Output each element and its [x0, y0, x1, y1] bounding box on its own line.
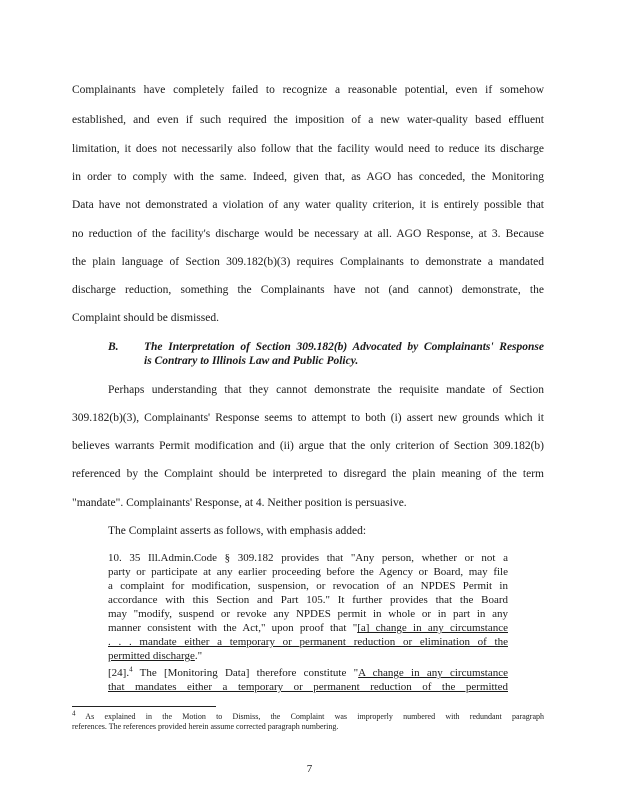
- paragraph-line: Complainants have completely failed to recognize a reasonable potential, even if somehow: [72, 84, 544, 96]
- paragraph-line: "mandate". Complainants' Response, at 4. Neither position is persuasive.: [72, 497, 407, 509]
- emphasized-text: [a] change in any circumstance: [357, 622, 508, 634]
- paragraph-line: no reduction of the facility's discharge would be necessary at all. AGO Response, at 3. Because: [72, 228, 544, 240]
- paragraph-line: the plain language of Section 309.182(b)(3) requires Complainants to demonstrate a mandated: [72, 256, 544, 268]
- footnote: [72, 709, 544, 732]
- quote-line: 10. 35 Ill.Admin.Code § 309.182 provides that "Any person, whether or not a: [108, 552, 508, 564]
- quote-text: .": [194, 650, 203, 662]
- block-quote-1: [108, 551, 508, 663]
- footnote-ref[interactable]: 4: [129, 665, 133, 674]
- paragraph-line: referenced by the Complaint should be interpreted to disregard the plain meaning of the term: [72, 468, 544, 480]
- quote-line: [108, 649, 508, 663]
- emphasized-text: . . . mandate either a temporary or permanent reduction or elimination of the: [108, 636, 508, 648]
- paragraph-line: Data have not demonstrated a violation of any water quality criterion, it is entirely possible that: [72, 199, 544, 211]
- quote-line: may "modify, suspend or revoke any NPDES permit in whole or in part in any: [108, 608, 508, 620]
- quote-line: [108, 666, 508, 680]
- emphasized-text: permitted discharge: [108, 650, 195, 662]
- paragraph-line: believes warrants Permit modification and (ii) argue that the only criterion of Section 309.182(b): [72, 440, 544, 452]
- paragraph-line: established, and even if such required the imposition of a new water-quality based effluent: [72, 114, 544, 126]
- section-title-line-1: The Interpretation of Section 309.182(b) Advocated by Complainants' Response: [144, 341, 544, 353]
- footnote-divider: [72, 706, 216, 707]
- paragraph-line: discharge reduction, something the Complainants have not (and cannot) demonstrate, the: [72, 284, 544, 296]
- footnote-line: [72, 709, 544, 722]
- quote-text: [24].: [108, 667, 130, 679]
- page-number: 7: [306, 763, 313, 775]
- emphasized-text: A change in any circumstance: [358, 667, 509, 679]
- quote-line: party or participate at any earlier proceeding before the Agency or Board, may file: [108, 566, 508, 578]
- paragraph-line: Perhaps understanding that they cannot demonstrate the requisite mandate of Section: [108, 384, 544, 396]
- paragraph-line: limitation, it does not necessarily also follow that the facility would need to reduce its discharge: [72, 143, 544, 155]
- section-letter: B.: [108, 341, 119, 353]
- quote-text: The [Monitoring Data] therefore constitute ": [132, 667, 359, 679]
- quote-line: [108, 621, 508, 635]
- emphasized-text: that mandates either a temporary or permanent reduction of the permitted: [108, 681, 508, 693]
- footnote-number: 4: [72, 709, 76, 718]
- quote-line: [108, 680, 508, 694]
- section-title-line-2: is Contrary to Illinois Law and Public Policy.: [144, 355, 359, 367]
- quote-text: manner consistent with the Act," upon proof that ": [108, 622, 358, 634]
- emphasis-intro: The Complaint asserts as follows, with emphasis added:: [108, 525, 367, 537]
- block-quote-2: [108, 666, 508, 694]
- paragraph-line: Complaint should be dismissed.: [72, 312, 219, 324]
- footnote-line: references. The references provided herein assume corrected paragraph numbering.: [72, 722, 339, 731]
- paragraph-line: 309.182(b)(3), Complainants' Response seems to attempt to both (i) assert new grounds which it: [72, 412, 544, 424]
- quote-line: a complaint for modification, suspension, or revocation of an NPDES Permit in: [108, 580, 508, 592]
- paragraph-line: in order to comply with the same. Indeed, given that, as AGO has conceded, the Monitoring: [72, 171, 544, 183]
- footnote-text: As explained in the Motion to Dismiss, the Complaint was improperly numbered with redundant paragraph: [75, 712, 544, 721]
- quote-line: accordance with this Section and Part 105." It further provides that the Board: [108, 594, 508, 606]
- quote-line: [108, 635, 508, 649]
